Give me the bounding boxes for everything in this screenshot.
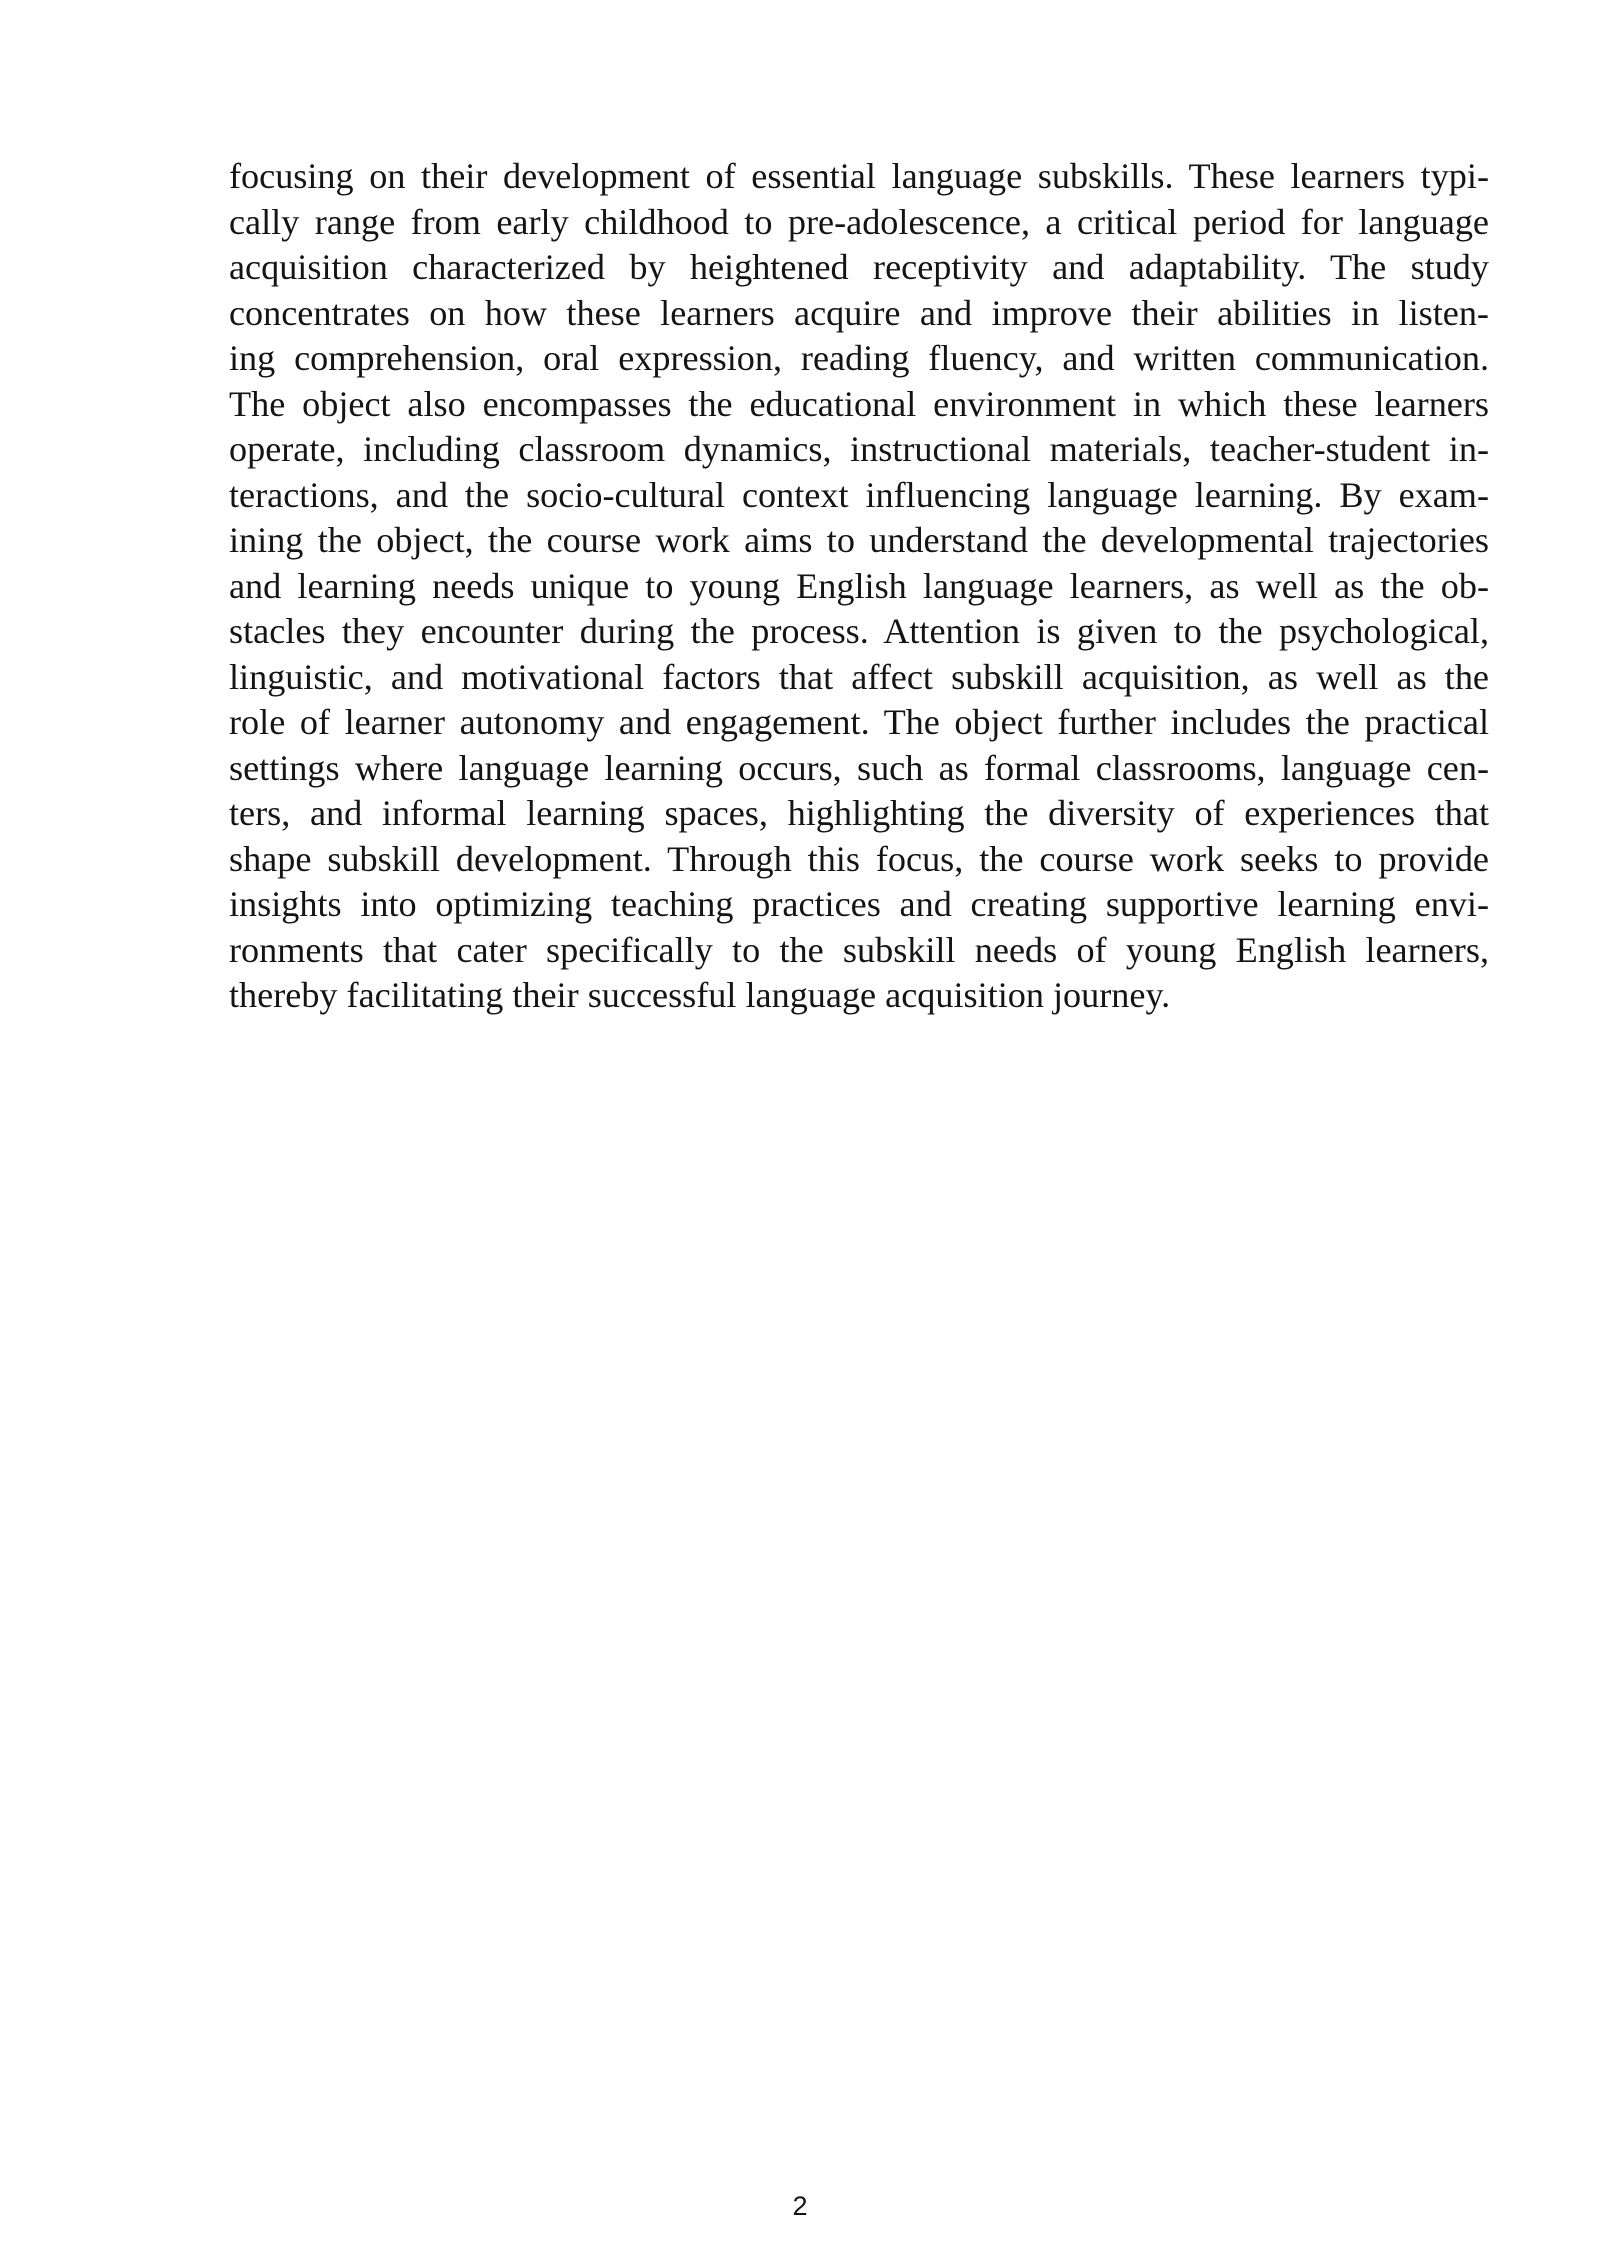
body-paragraph bbox=[229, 154, 1489, 1019]
paragraph-line: insights into optimizing teaching practices and creating supportive learning envi- bbox=[229, 884, 1489, 924]
paragraph-line: The object also encompasses the educational environment in which these learners bbox=[229, 383, 1489, 424]
paragraph-line-last: thereby facilitating their successful language acquisition journey. bbox=[229, 975, 1171, 1015]
paragraph-line: ining the object, the course work aims to understand the developmental trajectories bbox=[229, 520, 1489, 560]
paragraph-line: ing comprehension, oral expression, reading fluency, and written communication. bbox=[229, 338, 1489, 378]
paragraph-line: operate, including classroom dynamics, instructional materials, teacher-student in- bbox=[229, 429, 1489, 469]
paragraph-line: teractions, and the socio-cultural context influencing language learning. By exam- bbox=[229, 474, 1489, 515]
paragraph-line: role of learner autonomy and engagement. The object further includes the practical bbox=[229, 702, 1489, 742]
paragraph-line: shape subskill development. Through this focus, the course work seeks to provide bbox=[229, 838, 1489, 879]
paragraph-line: settings where language learning occurs, such as formal classrooms, language cen- bbox=[229, 747, 1489, 788]
paragraph-line: linguistic, and motivational factors that affect subskill acquisition, as well as the bbox=[229, 656, 1489, 697]
paragraph-line: cally range from early childhood to pre-adolescence, a critical period for language bbox=[229, 201, 1489, 242]
paragraph-line: acquisition characterized by heightened receptivity and adaptability. The study bbox=[229, 247, 1489, 287]
paragraph-line: stacles they encounter during the process. Attention is given to the psychological, bbox=[229, 611, 1489, 651]
page-number: 2 bbox=[792, 2191, 808, 2221]
paragraph-line: ronments that cater specifically to the subskill needs of young English learners, bbox=[229, 929, 1489, 970]
paragraph-line: focusing on their development of essential language subskills. These learners typi- bbox=[229, 156, 1489, 196]
paragraph-line: and learning needs unique to young English language learners, as well as the ob- bbox=[229, 565, 1489, 606]
paragraph-line: ters, and informal learning spaces, highlighting the diversity of experiences that bbox=[229, 793, 1489, 833]
paragraph-line: concentrates on how these learners acquire and improve their abilities in listen- bbox=[229, 292, 1489, 333]
